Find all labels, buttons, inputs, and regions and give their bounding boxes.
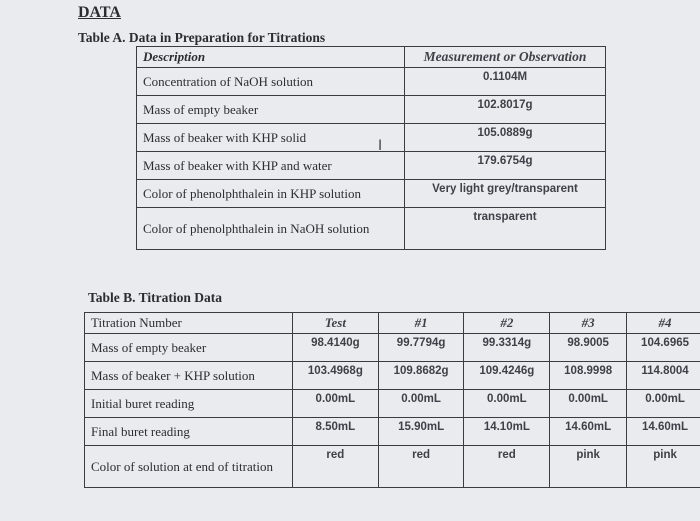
table-row <box>85 418 700 446</box>
table-cell: 99.7794g <box>378 334 464 362</box>
table-cell: 0.00mL <box>550 390 627 418</box>
table-cell: 14.60mL <box>550 418 627 446</box>
table-cell: 0.00mL <box>378 390 464 418</box>
table-cell: 98.4140g <box>293 334 379 362</box>
table-b-header-titration-number: Titration Number <box>85 313 293 334</box>
table-cell: 104.6965 <box>627 334 700 362</box>
table-a-header-measurement: Measurement or Observation <box>405 47 606 68</box>
table-cell: 0.1104M <box>405 68 606 96</box>
table-cell: 99.3314g <box>464 334 550 362</box>
table-a-header-row <box>137 47 606 68</box>
table-row <box>137 152 606 180</box>
table-cell: 15.90mL <box>378 418 464 446</box>
table-b-header-4: #4 <box>627 313 700 334</box>
table-b <box>84 312 700 488</box>
table-a-caption: Table A. Data in Preparation for Titrations <box>78 30 326 45</box>
text-cursor-icon: I <box>378 138 383 154</box>
table-a-header-description: Description <box>137 47 405 68</box>
table-cell: 108.9998 <box>550 362 627 390</box>
table-b-header-row <box>85 313 700 334</box>
table-row <box>85 334 700 362</box>
table-row <box>137 208 606 250</box>
table-b-caption: Table B. Titration Data <box>88 290 223 305</box>
table-cell: 98.9005 <box>550 334 627 362</box>
table-cell: 102.8017g <box>405 96 606 124</box>
table-cell: pink <box>627 446 700 488</box>
table-cell: Concentration of NaOH solution <box>137 68 405 96</box>
table-cell: transparent <box>405 208 606 250</box>
table-cell: Mass of empty beaker <box>85 334 293 362</box>
table-a <box>136 46 606 250</box>
table-cell: Color of phenolphthalein in KHP solution <box>137 180 405 208</box>
table-b-header-test: Test <box>293 313 379 334</box>
table-b-header-3: #3 <box>550 313 627 334</box>
table-row <box>137 96 606 124</box>
table-cell: red <box>464 446 550 488</box>
table-cell: 0.00mL <box>627 390 700 418</box>
table-row <box>85 446 700 488</box>
table-row <box>85 362 700 390</box>
table-b-header-2: #2 <box>464 313 550 334</box>
table-cell: Color of solution at end of titration <box>85 446 293 488</box>
table-cell: 0.00mL <box>293 390 379 418</box>
table-cell: 179.6754g <box>405 152 606 180</box>
table-cell: Mass of beaker with KHP solid <box>137 124 405 152</box>
table-cell: red <box>293 446 379 488</box>
table-cell: 14.60mL <box>627 418 700 446</box>
table-b-header-1: #1 <box>378 313 464 334</box>
table-cell: 109.4246g <box>464 362 550 390</box>
table-row <box>137 68 606 96</box>
table-cell: pink <box>550 446 627 488</box>
table-row <box>137 180 606 208</box>
table-cell: Final buret reading <box>85 418 293 446</box>
table-cell: Mass of beaker + KHP solution <box>85 362 293 390</box>
table-cell: red <box>378 446 464 488</box>
table-cell: 114.8004 <box>627 362 700 390</box>
page-title: DATA <box>78 4 121 21</box>
table-cell: 109.8682g <box>378 362 464 390</box>
table-row <box>137 124 606 152</box>
table-cell: 0.00mL <box>464 390 550 418</box>
table-cell: 105.0889g <box>405 124 606 152</box>
table-row <box>85 390 700 418</box>
table-cell: Color of phenolphthalein in NaOH solution <box>137 208 405 250</box>
table-cell: 103.4968g <box>293 362 379 390</box>
table-cell: 14.10mL <box>464 418 550 446</box>
table-cell: Mass of empty beaker <box>137 96 405 124</box>
table-cell: 8.50mL <box>293 418 379 446</box>
table-cell: Mass of beaker with KHP and water <box>137 152 405 180</box>
table-cell: Initial buret reading <box>85 390 293 418</box>
table-cell: Very light grey/transparent <box>405 180 606 208</box>
